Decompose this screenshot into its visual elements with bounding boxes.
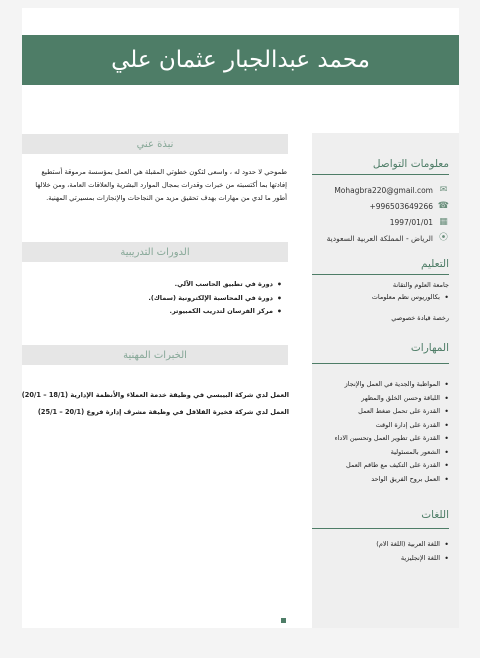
about-title-bar [22, 134, 288, 154]
skill-item: • القدرة على التكيف مع طاقم العمل [335, 459, 449, 473]
contact-email-row [334, 185, 449, 196]
contact-email[interactable]: Mohagbra220@gmail.com [334, 186, 433, 195]
education-divider [312, 274, 449, 275]
contact-birth-row [390, 217, 449, 228]
skill-item: • اللباقة وحسن الخلق والمظهر [335, 392, 449, 406]
course-item: • مركز الفرسان لتدريب الكمبيوتر. [148, 305, 282, 319]
skill-item: • القدرة على تحمل ضغط العمل [335, 405, 449, 419]
contact-location-row [327, 233, 449, 244]
map-pin-icon: ⦿ [438, 233, 448, 243]
languages-list [376, 538, 449, 565]
languages-divider [312, 528, 449, 529]
courses-title: الدورات التدريبية [120, 246, 190, 258]
skills-title: المهارات [410, 342, 449, 354]
contact-title: معلومات التواصل [372, 158, 449, 170]
contact-divider [312, 174, 449, 175]
experience-item: العمل لدي شركة البيبسي في وظيفة خدمة العملاء والأنظمة الإدارية (18/1 – 20/1) [21, 391, 289, 399]
language-item: • اللغة العربية (اللغة الام) [376, 538, 449, 552]
calendar-icon: ▦ [439, 217, 448, 227]
courses-list [148, 278, 282, 319]
experience-title-bar [22, 345, 288, 365]
course-item: • دورة في المحاسبة الإلكترونية (سماك). [148, 292, 282, 306]
course-item: • دورة في تطبيق الحاسب الآلي. [148, 278, 282, 292]
contact-location: الرياض - المملكة العربية السعودية [326, 234, 433, 243]
contact-birth: 1997/01/01 [389, 218, 433, 227]
skill-item: • المواظبة والجدية في العمل والإنجاز [335, 378, 449, 392]
resume-sheet [22, 8, 459, 628]
name-header [22, 35, 459, 85]
right-sidebar [312, 133, 459, 628]
education-license: رخصة قيادة خصوصي [391, 314, 449, 322]
contact-phone-row [369, 201, 449, 212]
experience-item: العمل لدي شركة فخيرة الفلافل في وظيفة مشرف إدارة فروع (20/1 – 25/1) [37, 408, 289, 416]
education-title: التعليم [421, 258, 449, 270]
courses-title-bar [22, 242, 288, 262]
languages-title: اللغات [421, 509, 449, 521]
skill-item: • العمل بروح الفريق الواحد [335, 473, 449, 487]
skills-divider [312, 363, 449, 364]
about-title: نبذة عني [136, 138, 174, 150]
skill-item: • القدرة على إدارة الوقت [335, 419, 449, 433]
decorative-square [281, 618, 286, 623]
language-item: • اللغة الإنجليزية [376, 552, 449, 566]
skills-list [335, 378, 449, 486]
envelope-icon: ✉ [439, 185, 448, 195]
education-university: جامعة العلوم والتقانة [392, 281, 449, 289]
person-name: محمد عبدالجبار عثمان علي [111, 47, 370, 73]
about-text: طموحي لا حدود له ، واسعى لتكون خطوتي المقبلة هي العمل بمؤسسة مرموقة أستطيع إفادتها بما أكتسبته من خبرات وقدرات بمجال الموارد البشرية والعلاقات العامة، ومن خلالها أطور ما لدي من مهارات بهدف تحقيق مزيد من النجاحات والإنجازات بمسيرتي المهنية. [35, 168, 287, 202]
education-list [372, 291, 449, 305]
phone-icon: ☎ [437, 201, 449, 211]
skill-item: • الشعور بالمسئولية [335, 446, 449, 460]
contact-phone: +996503649266 [369, 202, 433, 211]
experience-title: الخبرات المهنية [123, 349, 187, 361]
education-degree: • بكالوريوس نظم معلومات [372, 291, 449, 305]
skill-item: • القدرة على تطوير العمل وتحسين الاداء [335, 432, 449, 446]
